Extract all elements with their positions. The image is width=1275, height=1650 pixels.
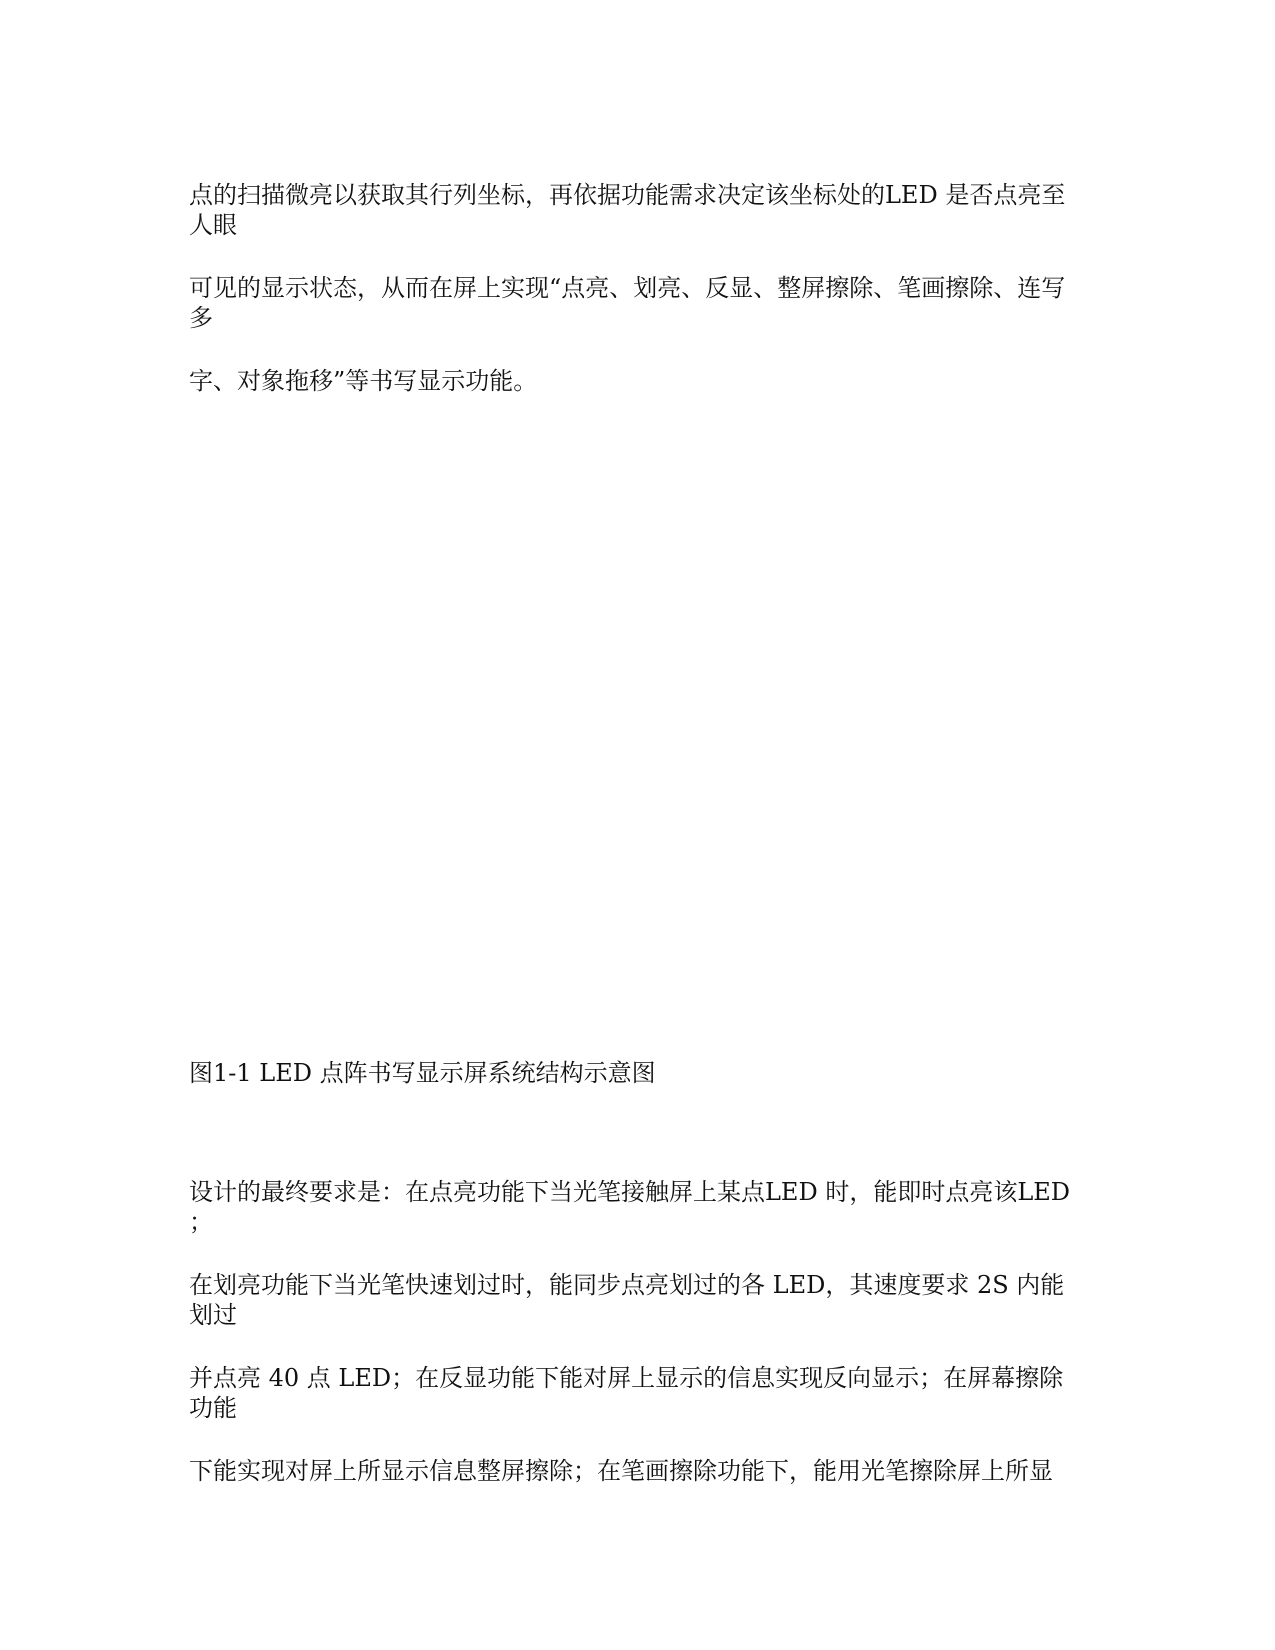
text-line: 可见的显示状态，从而在屏上实现“点亮、划亮、反显、整屏擦除、笔画擦除、连写 bbox=[189, 274, 1066, 302]
text-line: 划过 bbox=[189, 1301, 237, 1329]
text-line: 功能 bbox=[189, 1394, 237, 1422]
body-paragraph bbox=[189, 273, 1089, 333]
body-paragraph bbox=[189, 366, 1089, 396]
text-line: 多 bbox=[189, 304, 213, 332]
text-line: 点的扫描微亮以获取其行列坐标，再依据功能需求决定该坐标处的LED 是否点亮至 bbox=[189, 181, 1066, 209]
body-paragraph bbox=[189, 1177, 1089, 1237]
text-line: ； bbox=[189, 1208, 213, 1236]
text-line: 字、对象拖移”等书写显示功能。 bbox=[189, 367, 538, 395]
text-line: 设计的最终要求是：在点亮功能下当光笔接触屏上某点LED 时，能即时点亮该LED bbox=[189, 1178, 1071, 1206]
body-paragraph bbox=[189, 1363, 1089, 1423]
body-paragraph bbox=[189, 1456, 1089, 1486]
figure-caption bbox=[189, 1058, 1089, 1088]
body-paragraph bbox=[189, 1270, 1089, 1330]
text-line: 在划亮功能下当光笔快速划过时，能同步点亮划过的各 LED，其速度要求 2S 内能 bbox=[189, 1271, 1065, 1299]
figure-placeholder bbox=[189, 420, 1089, 1020]
caption-text: 图1-1 LED 点阵书写显示屏系统结构示意图 bbox=[189, 1059, 656, 1087]
text-line: 人眼 bbox=[189, 211, 237, 239]
text-line: 下能实现对屏上所显示信息整屏擦除；在笔画擦除功能下，能用光笔擦除屏上所显 bbox=[189, 1457, 1053, 1485]
body-paragraph bbox=[189, 180, 1089, 240]
text-line: 并点亮 40 点 LED；在反显功能下能对屏上显示的信息实现反向显示；在屏幕擦除 bbox=[189, 1364, 1064, 1392]
